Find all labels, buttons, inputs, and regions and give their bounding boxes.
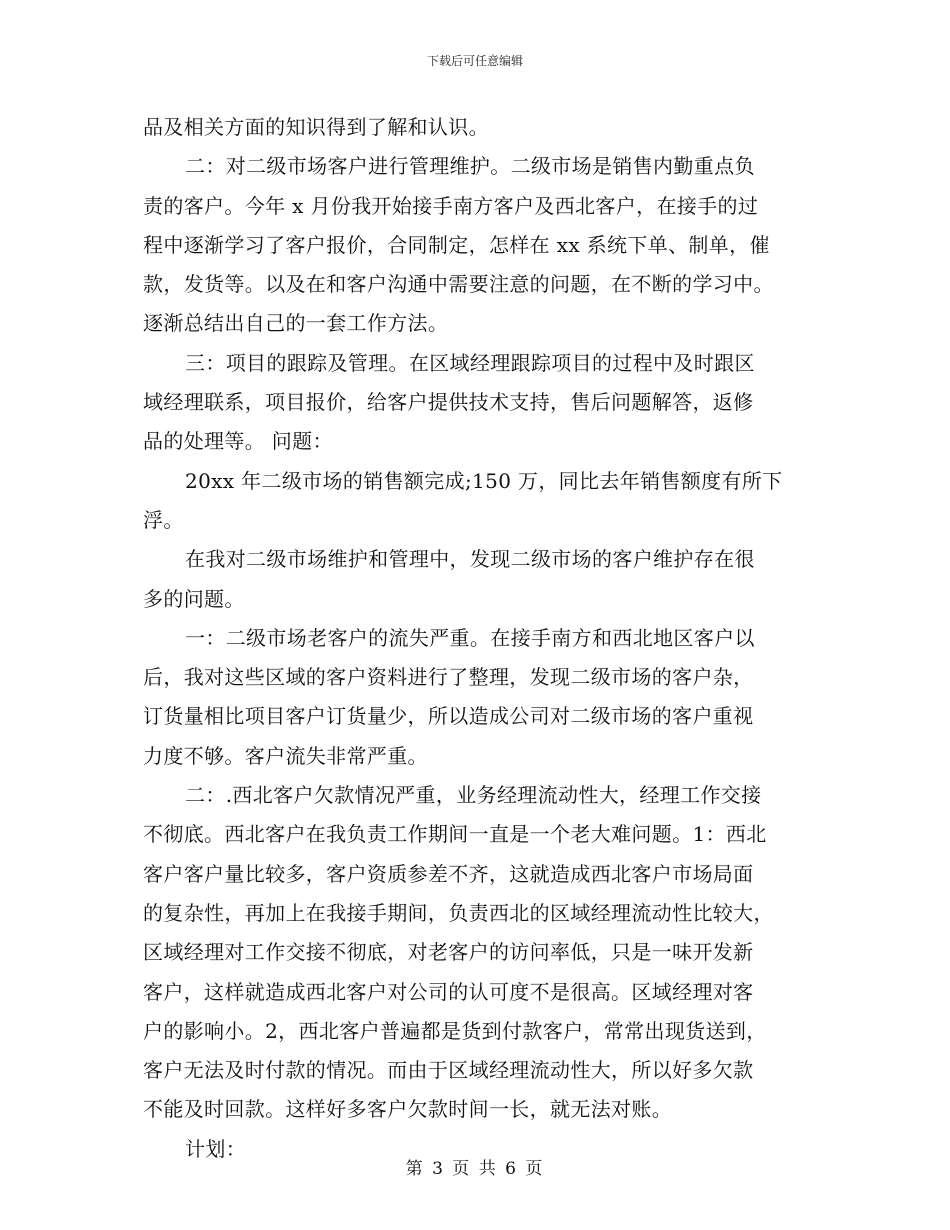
page-header: 下载后可任意编辑 (426, 54, 523, 68)
text-line: 逐渐总结出自己的一套工作方法。 (143, 311, 449, 336)
text-line: 多的问题。 (143, 586, 245, 611)
text-line: 后，我对这些区域的客户资料进行了整理，发现二级市场的客户杂， (143, 665, 754, 690)
text-line: 二：对二级市场客户进行管理维护。二级市场是销售内勤重点负 (185, 154, 755, 179)
text-line: 品的处理等。 问题： (143, 429, 333, 454)
text-line: 20xx 年二级市场的销售额完成;150 万，同比去年销售额度有所下 (185, 468, 783, 493)
text-line: 户的影响小。2，西北客户普遍都是货到付款客户，常常出现货送到， (143, 1018, 767, 1043)
text-line: 不能及时回款。这样好多客户欠款时间一长，就无法对账。 (143, 1097, 673, 1122)
text-line: 浮。 (143, 507, 184, 532)
text-line: 品及相关方面的知识得到了解和认识。 (143, 115, 489, 139)
text-line: 计划： (185, 1136, 247, 1161)
text-line: 三：项目的跟踪及管理。在区域经理跟踪项目的过程中及时跟区 (185, 350, 755, 375)
text-line: 客户，这样就造成西北客户对公司的认可度不是很高。区域经理对客 (143, 979, 754, 1004)
text-line: 客户无法及时付款的情况。而由于区域经理流动性大，所以好多欠款 (143, 1058, 754, 1083)
text-line: 一：二级市场老客户的流失严重。在接手南方和西北地区客户以 (185, 625, 755, 650)
text-line: 力度不够。客户流失非常严重。 (143, 743, 428, 768)
document-body (143, 108, 813, 1169)
text-line: 区域经理对工作交接不彻底，对老客户的访问率低，只是一味开发新 (143, 940, 754, 965)
text-line: 域经理联系，项目报价，给客户提供技术支持，售后问题解答，返修 (143, 390, 754, 415)
text-line: 不彻底。西北客户在我负责工作期间一直是一个老大难问题。1：西北 (143, 822, 767, 847)
page-footer: 第 3 页 共 6 页 (405, 1159, 545, 1179)
text-line: 二：.西北客户欠款情况严重，业务经理流动性大，经理工作交接 (185, 783, 762, 808)
text-line: 款，发货等。以及在和客户沟通中需要注意的问题，在不断的学习中。 (143, 272, 774, 297)
text-line: 客户客户量比较多，客户资质参差不齐，这就造成西北客户市场局面 (143, 861, 754, 886)
text-line: 在我对二级市场维护和管理中，发现二级市场的客户维护存在很 (185, 547, 755, 572)
text-line: 程中逐渐学习了客户报价，合同制定，怎样在 xx 系统下单、制单，催 (143, 232, 770, 257)
text-line: 的复杂性，再加上在我接手期间，负责西北的区域经理流动性比较大， (143, 900, 774, 925)
text-line: 责的客户。今年 x 月份我开始接手南方客户及西北客户，在接手的过 (143, 193, 759, 218)
text-line: 订货量相比项目客户订货量少，所以造成公司对二级市场的客户重视 (143, 704, 754, 729)
